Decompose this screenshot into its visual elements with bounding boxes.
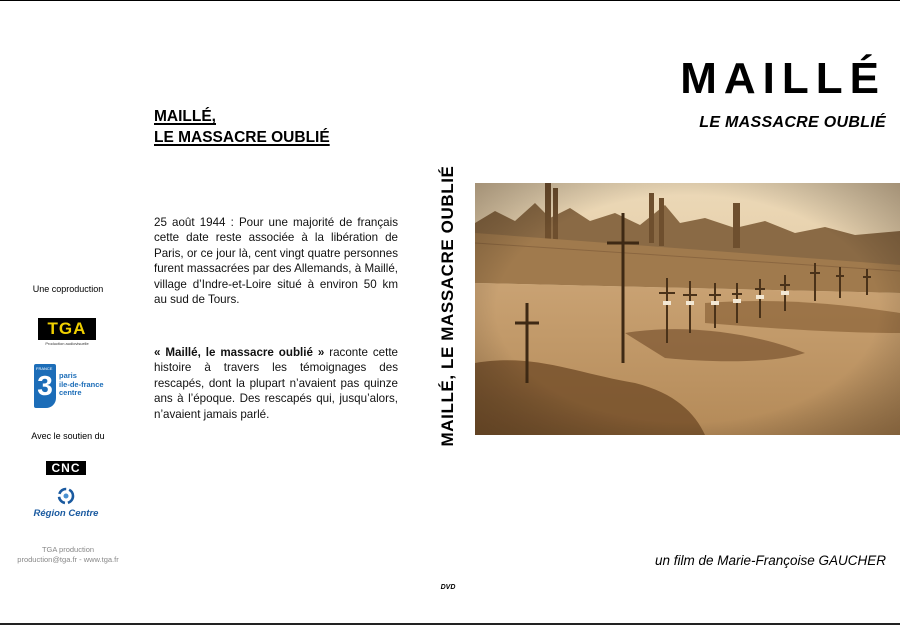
cemetery-crosses-photo xyxy=(475,183,900,435)
synopsis-film-title: « Maillé, le massacre oublié » xyxy=(154,346,325,359)
france3-line2: ile-de-france xyxy=(59,379,104,389)
sepia-photo-illustration xyxy=(475,183,900,435)
contact-company: TGA production xyxy=(41,545,95,554)
coproduction-label: Une coproduction xyxy=(32,284,104,294)
france3-number: 3 xyxy=(37,370,53,401)
contact-email-web: production@tga.fr - www.tga.fr xyxy=(17,555,119,564)
front-cover-title: MAILLÉ xyxy=(680,54,886,103)
tga-contact xyxy=(0,545,136,565)
france3-line1: paris xyxy=(59,371,77,380)
france3-logo xyxy=(34,364,106,410)
back-cover-title xyxy=(154,106,330,148)
synopsis-paragraph-1: 25 août 1944 : Pour une majorité de français cette date reste associée à la libération de Paris, or ce jour là, cent vingt quatre personnes furent massacrées par des Allemands, à Maillé, village d’Indre-et-Loire situé à environ 50 km au sud de Tours. xyxy=(154,216,398,307)
top-border-line xyxy=(0,0,900,1)
tga-logo-text: TGA xyxy=(38,318,96,340)
region-swirl-icon xyxy=(56,487,76,505)
region-centre-text: Région Centre xyxy=(33,508,99,519)
spine-title: MAILLÉ, LE MASSACRE OUBLIÉ xyxy=(438,165,457,447)
region-centre-logo xyxy=(28,487,104,523)
cnc-logo: CNC xyxy=(46,461,86,475)
back-title-line1: MAILLÉ, xyxy=(154,108,216,125)
synopsis-paragraph-2 xyxy=(154,345,398,422)
front-cover-subtitle: LE MASSACRE OUBLIÉ xyxy=(699,114,886,131)
director-credit: un film de Marie-Françoise GAUCHER xyxy=(654,553,886,568)
france3-region-text xyxy=(59,372,107,398)
support-label: Avec le soutien du xyxy=(31,431,105,441)
synopsis-paragraph-2-text: raconte cette histoire à travers les témoignages des rescapés, dont la plupart n’avaient pas quinze ans à l’époque. Des rescapés qui, jusqu’alors, n’avaient jamais parlé. xyxy=(154,346,398,421)
tga-logo-subtext: Production audiovisuelle xyxy=(45,341,89,346)
back-title-line2: LE MASSACRE OUBLIÉ xyxy=(154,129,330,146)
tga-logo xyxy=(38,318,96,346)
france3-small-text: FRANCE xyxy=(36,366,53,371)
dvd-logo: DVD xyxy=(440,584,456,591)
dvd-spine xyxy=(436,156,460,456)
france3-line3: centre xyxy=(59,388,82,397)
